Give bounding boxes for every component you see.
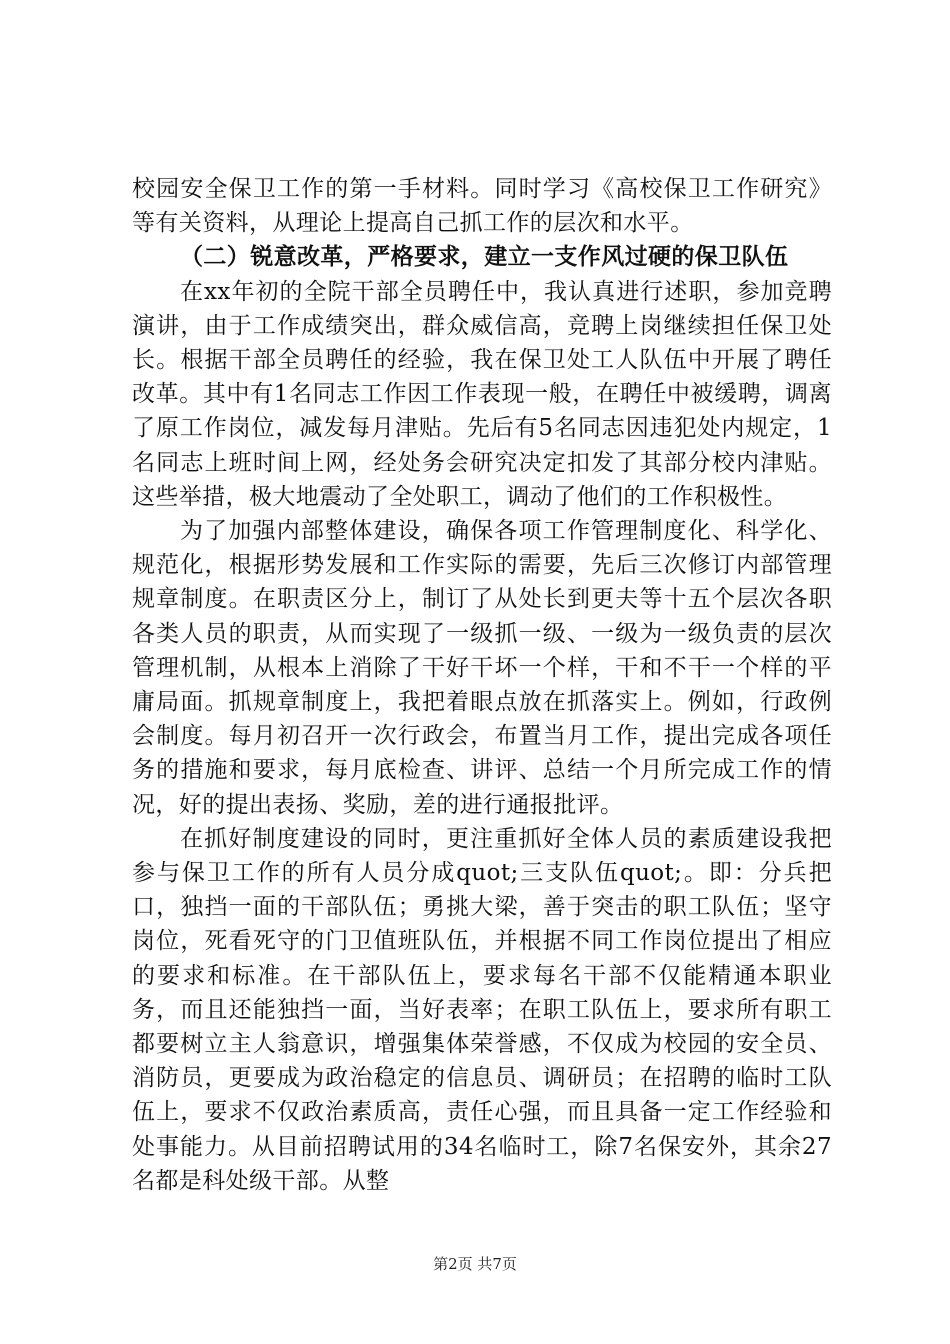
document-body (132, 172, 832, 1198)
section-heading: （二）锐意改革，严格要求，建立一支作风过硬的保卫队伍 (180, 243, 789, 271)
paragraph-cadre-appointment: 在xx年初的全院干部全员聘任中，我认真进行述职，参加竞聘演讲，由于工作成绩突出，群众威信高，竞聘上岗继续担任保卫处长。根据干部全员聘任的经验，我在保卫处工人队伍中开展了聘任改革。其中有1名同志工作因工作表现一般，在聘任中被缓聘，调离了原工作岗位，减发每月津贴。先后有5名同志因违犯处内规定，1名同志上班时间上网，经处务会研究决定扣发了其部分校内津贴。这些举措，极大地震动了全处职工，调动了他们的工作积极性。 (132, 278, 832, 510)
paragraph-internal-rules: 为了加强内部整体建设，确保各项工作管理制度化、科学化、规范化，根据形势发展和工作实际的需要，先后三次修订内部管理规章制度。在职责区分上，制订了从处长到更夫等十五个层次各职各类人员的职责，从而实现了一级抓一级、一级为一级负责的层次管理机制，从根本上消除了干好干坏一个样，干和不干一个样的平庸局面。抓规章制度上，我把着眼点放在抓落实上。例如，行政例会制度。每月初召开一次行政会，布置当月工作，提出完成各项任务的措施和要求，每月底检查、讲评、总结一个月所完成工作的情况，好的提出表扬、奖励，差的进行通报批评。 (132, 518, 832, 818)
paragraph-continuation: 校园安全保卫工作的第一手材料。同时学习《高校保卫工作研究》等有关资料，从理论上提高自己抓工作的层次和水平。 (132, 176, 832, 237)
paragraph-staff-quality: 在抓好制度建设的同时，更注重抓好全体人员的素质建设我把参与保卫工作的所有人员分成quot;三支队伍quot;。即：分兵把口，独挡一面的干部队伍；勇挑大梁，善于突击的职工队伍；坚守岗位，死看死守的门卫值班队伍，并根据不同工作岗位提出了相应的要求和标准。在干部队伍上，要求每名干部不仅能精通本职业务，而且还能独挡一面，当好表率；在职工队伍上，要求所有职工都要树立主人翁意识，增强集体荣誉感，不仅成为校园的安全员、消防员，更要成为政治稳定的信息员、调研员；在招聘的临时工队伍上，要求不仅政治素质高，责任心强，而且具备一定工作经验和处事能力。从目前招聘试用的34名临时工，除7名保安外，其余27名都是科处级干部。从整 (132, 825, 832, 1194)
page-footer: 第2页 共7页 (433, 1255, 517, 1273)
